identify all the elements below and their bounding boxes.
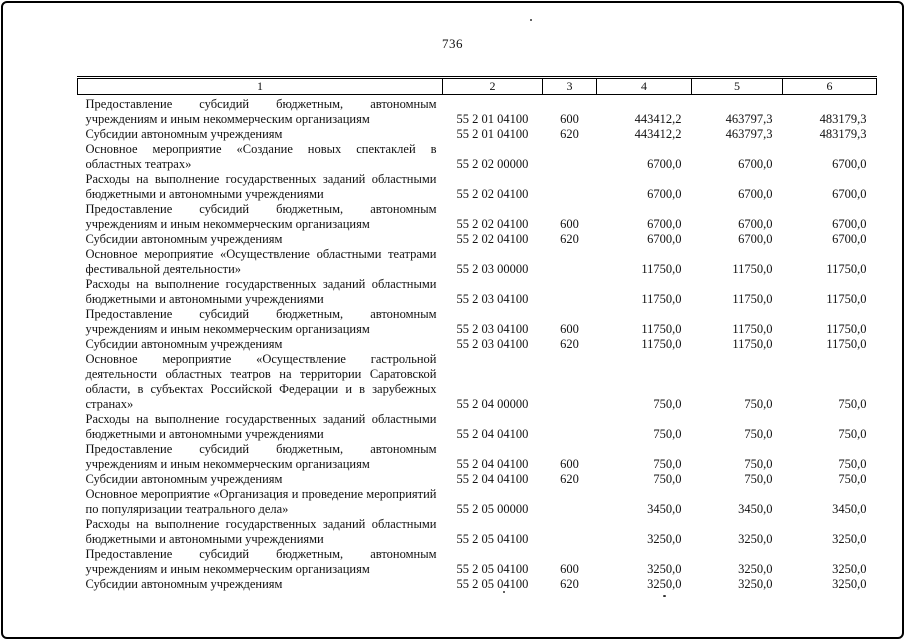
row-expense-name: Предоставление субсидий бюджетным, автономным учреждениям и иным некоммерческим организациям: [85, 307, 437, 336]
table-row: [78, 517, 877, 547]
row-expense-type: 600: [560, 562, 579, 576]
row-target-code: 55 2 05 04100: [456, 562, 529, 576]
row-target-code: 55 2 05 00000: [456, 502, 529, 516]
row-expense-name: Субсидии автономным учреждениям: [85, 577, 283, 591]
scan-artifact-dot: [530, 19, 532, 21]
table-row: [78, 172, 877, 202]
scan-artifact-dot: [503, 591, 505, 593]
row-target-code: 55 2 04 04100: [456, 427, 529, 441]
row-amount-year2: 6700,0: [738, 232, 773, 246]
column-header-3: 3: [543, 78, 597, 95]
row-target-code: 55 2 02 04100: [456, 232, 529, 246]
row-amount-year3: 3450,0: [832, 502, 867, 516]
row-expense-type: 620: [560, 337, 579, 351]
column-header-4: 4: [597, 78, 692, 95]
column-header-6: 6: [783, 78, 877, 95]
row-amount-year3: 750,0: [838, 457, 867, 471]
row-amount-year2: 11750,0: [732, 262, 773, 276]
row-amount-year2: 750,0: [744, 472, 773, 486]
table-row: [78, 487, 877, 517]
row-amount-year3: 750,0: [838, 472, 867, 486]
row-amount-year1: 11750,0: [641, 337, 682, 351]
table-row: [78, 337, 877, 352]
scan-artifact-dot: [663, 595, 666, 597]
row-amount-year2: 463797,3: [725, 112, 773, 126]
table-row: [78, 442, 877, 472]
row-amount-year2: 750,0: [744, 397, 773, 411]
table-header: [78, 78, 877, 95]
row-expense-type: 620: [560, 472, 579, 486]
row-amount-year3: 3250,0: [832, 577, 867, 591]
row-expense-name: Субсидии автономным учреждениям: [85, 232, 283, 246]
row-target-code: 55 2 03 04100: [456, 292, 529, 306]
table-row: [78, 232, 877, 247]
row-amount-year3: 11750,0: [826, 337, 867, 351]
row-amount-year1: 11750,0: [641, 262, 682, 276]
row-expense-name: Расходы на выполнение государственных заданий областными бюджетными и автономными учреждениями: [85, 517, 437, 546]
row-target-code: 55 2 03 00000: [456, 262, 529, 276]
row-expense-name: Основное мероприятие «Осуществление областными театрами фестивальной деятельности»: [85, 247, 437, 276]
column-header-5: 5: [692, 78, 783, 95]
row-target-code: 55 2 03 04100: [456, 322, 529, 336]
row-amount-year2: 11750,0: [732, 337, 773, 351]
row-expense-type: [543, 412, 597, 442]
row-expense-name: Предоставление субсидий бюджетным, автономным учреждениям и иным некоммерческим организациям: [85, 547, 437, 576]
row-amount-year1: 3250,0: [647, 532, 682, 546]
row-target-code: 55 2 01 04100: [456, 112, 529, 126]
row-amount-year2: 11750,0: [732, 292, 773, 306]
table-row: [78, 307, 877, 337]
row-target-code: 55 2 02 04100: [456, 187, 529, 201]
row-expense-type: [543, 277, 597, 307]
row-expense-type: 600: [560, 457, 579, 471]
row-amount-year3: 750,0: [838, 427, 867, 441]
row-target-code: 55 2 04 04100: [456, 457, 529, 471]
table-row: [78, 142, 877, 172]
row-expense-name: Основное мероприятие «Осуществление гастрольной деятельности областных театров на территории Саратовской области, в субъектах Российской Федерации и в зарубежных странах»: [85, 352, 437, 411]
row-amount-year3: 11750,0: [826, 322, 867, 336]
row-amount-year2: 11750,0: [732, 322, 773, 336]
table-body: [78, 95, 877, 593]
row-expense-type: [543, 142, 597, 172]
row-target-code: 55 2 01 04100: [456, 127, 529, 141]
row-expense-type: [543, 247, 597, 277]
row-amount-year3: 3250,0: [832, 532, 867, 546]
row-amount-year1: 443412,2: [634, 127, 682, 141]
column-header-2: 2: [443, 78, 543, 95]
row-expense-name: Предоставление субсидий бюджетным, автономным учреждениям и иным некоммерческим организациям: [85, 442, 437, 471]
row-amount-year1: 3250,0: [647, 562, 682, 576]
row-amount-year2: 6700,0: [738, 157, 773, 171]
row-amount-year2: 3250,0: [738, 562, 773, 576]
row-expense-type: 620: [560, 577, 579, 591]
table-row: [78, 247, 877, 277]
row-target-code: 55 2 03 04100: [456, 337, 529, 351]
row-amount-year1: 750,0: [653, 472, 682, 486]
row-expense-name: Субсидии автономным учреждениям: [85, 127, 283, 141]
table-row: [78, 277, 877, 307]
column-header-1: 1: [78, 78, 443, 95]
row-amount-year2: 750,0: [744, 457, 773, 471]
row-amount-year3: 750,0: [838, 397, 867, 411]
row-expense-name: Предоставление субсидий бюджетным, автономным учреждениям и иным некоммерческим организациям: [85, 97, 437, 126]
row-amount-year1: 750,0: [653, 427, 682, 441]
row-amount-year2: 3450,0: [738, 502, 773, 516]
row-expense-name: Субсидии автономным учреждениям: [85, 337, 283, 351]
table-row: [78, 202, 877, 232]
row-amount-year2: 3250,0: [738, 577, 773, 591]
row-amount-year1: 443412,2: [634, 112, 682, 126]
row-expense-name: Расходы на выполнение государственных заданий областными бюджетными и автономными учреждениями: [85, 277, 437, 306]
row-amount-year2: 3250,0: [738, 532, 773, 546]
row-target-code: 55 2 05 04100: [456, 532, 529, 546]
row-expense-name: Субсидии автономным учреждениям: [85, 472, 283, 486]
row-amount-year1: 750,0: [653, 397, 682, 411]
row-amount-year3: 6700,0: [832, 217, 867, 231]
row-target-code: 55 2 02 04100: [456, 217, 529, 231]
row-expense-type: 620: [560, 232, 579, 246]
row-amount-year1: 6700,0: [647, 232, 682, 246]
row-amount-year2: 750,0: [744, 427, 773, 441]
row-expense-type: [543, 517, 597, 547]
row-amount-year3: 483179,3: [819, 112, 867, 126]
row-expense-type: 620: [560, 127, 579, 141]
table-row: [78, 352, 877, 412]
row-amount-year3: 3250,0: [832, 562, 867, 576]
row-expense-type: [543, 172, 597, 202]
table-row: [78, 412, 877, 442]
row-expense-type: 600: [560, 217, 579, 231]
budget-table: [77, 76, 877, 592]
row-expense-name: Предоставление субсидий бюджетным, автономным учреждениям и иным некоммерческим организациям: [85, 202, 437, 231]
row-amount-year1: 3250,0: [647, 577, 682, 591]
row-expense-type: [543, 487, 597, 517]
row-target-code: 55 2 02 00000: [456, 157, 529, 171]
row-amount-year2: 6700,0: [738, 187, 773, 201]
row-expense-type: [543, 352, 597, 412]
table-row: [78, 95, 877, 128]
table-row: [78, 577, 877, 592]
row-expense-name: Расходы на выполнение государственных заданий областными бюджетными и автономными учреждениями: [85, 412, 437, 441]
page-number: 736: [442, 36, 463, 51]
row-expense-type: 600: [560, 322, 579, 336]
row-amount-year1: 11750,0: [641, 322, 682, 336]
row-amount-year1: 11750,0: [641, 292, 682, 306]
table-row: [78, 547, 877, 577]
document-page: [1, 1, 904, 639]
row-amount-year3: 483179,3: [819, 127, 867, 141]
row-amount-year3: 11750,0: [826, 262, 867, 276]
row-expense-name: Расходы на выполнение государственных заданий областными бюджетными и автономными учреждениями: [85, 172, 437, 201]
row-expense-type: 600: [560, 112, 579, 126]
row-expense-name: Основное мероприятие «Организация и проведение мероприятий по популяризации театрального дела»: [85, 487, 437, 516]
table-header-row: [78, 78, 877, 95]
row-amount-year3: 6700,0: [832, 187, 867, 201]
row-target-code: 55 2 04 04100: [456, 472, 529, 486]
row-amount-year1: 3450,0: [647, 502, 682, 516]
row-amount-year2: 6700,0: [738, 217, 773, 231]
row-expense-name: Основное мероприятие «Создание новых спектаклей в областных театрах»: [85, 142, 437, 171]
row-amount-year1: 750,0: [653, 457, 682, 471]
row-amount-year1: 6700,0: [647, 157, 682, 171]
table-row: [78, 472, 877, 487]
table-row: [78, 127, 877, 142]
row-amount-year3: 6700,0: [832, 157, 867, 171]
row-amount-year1: 6700,0: [647, 217, 682, 231]
row-amount-year2: 463797,3: [725, 127, 773, 141]
row-amount-year3: 6700,0: [832, 232, 867, 246]
row-target-code: 55 2 04 00000: [456, 397, 529, 411]
row-amount-year1: 6700,0: [647, 187, 682, 201]
row-target-code: 55 2 05 04100: [456, 577, 529, 591]
row-amount-year3: 11750,0: [826, 292, 867, 306]
